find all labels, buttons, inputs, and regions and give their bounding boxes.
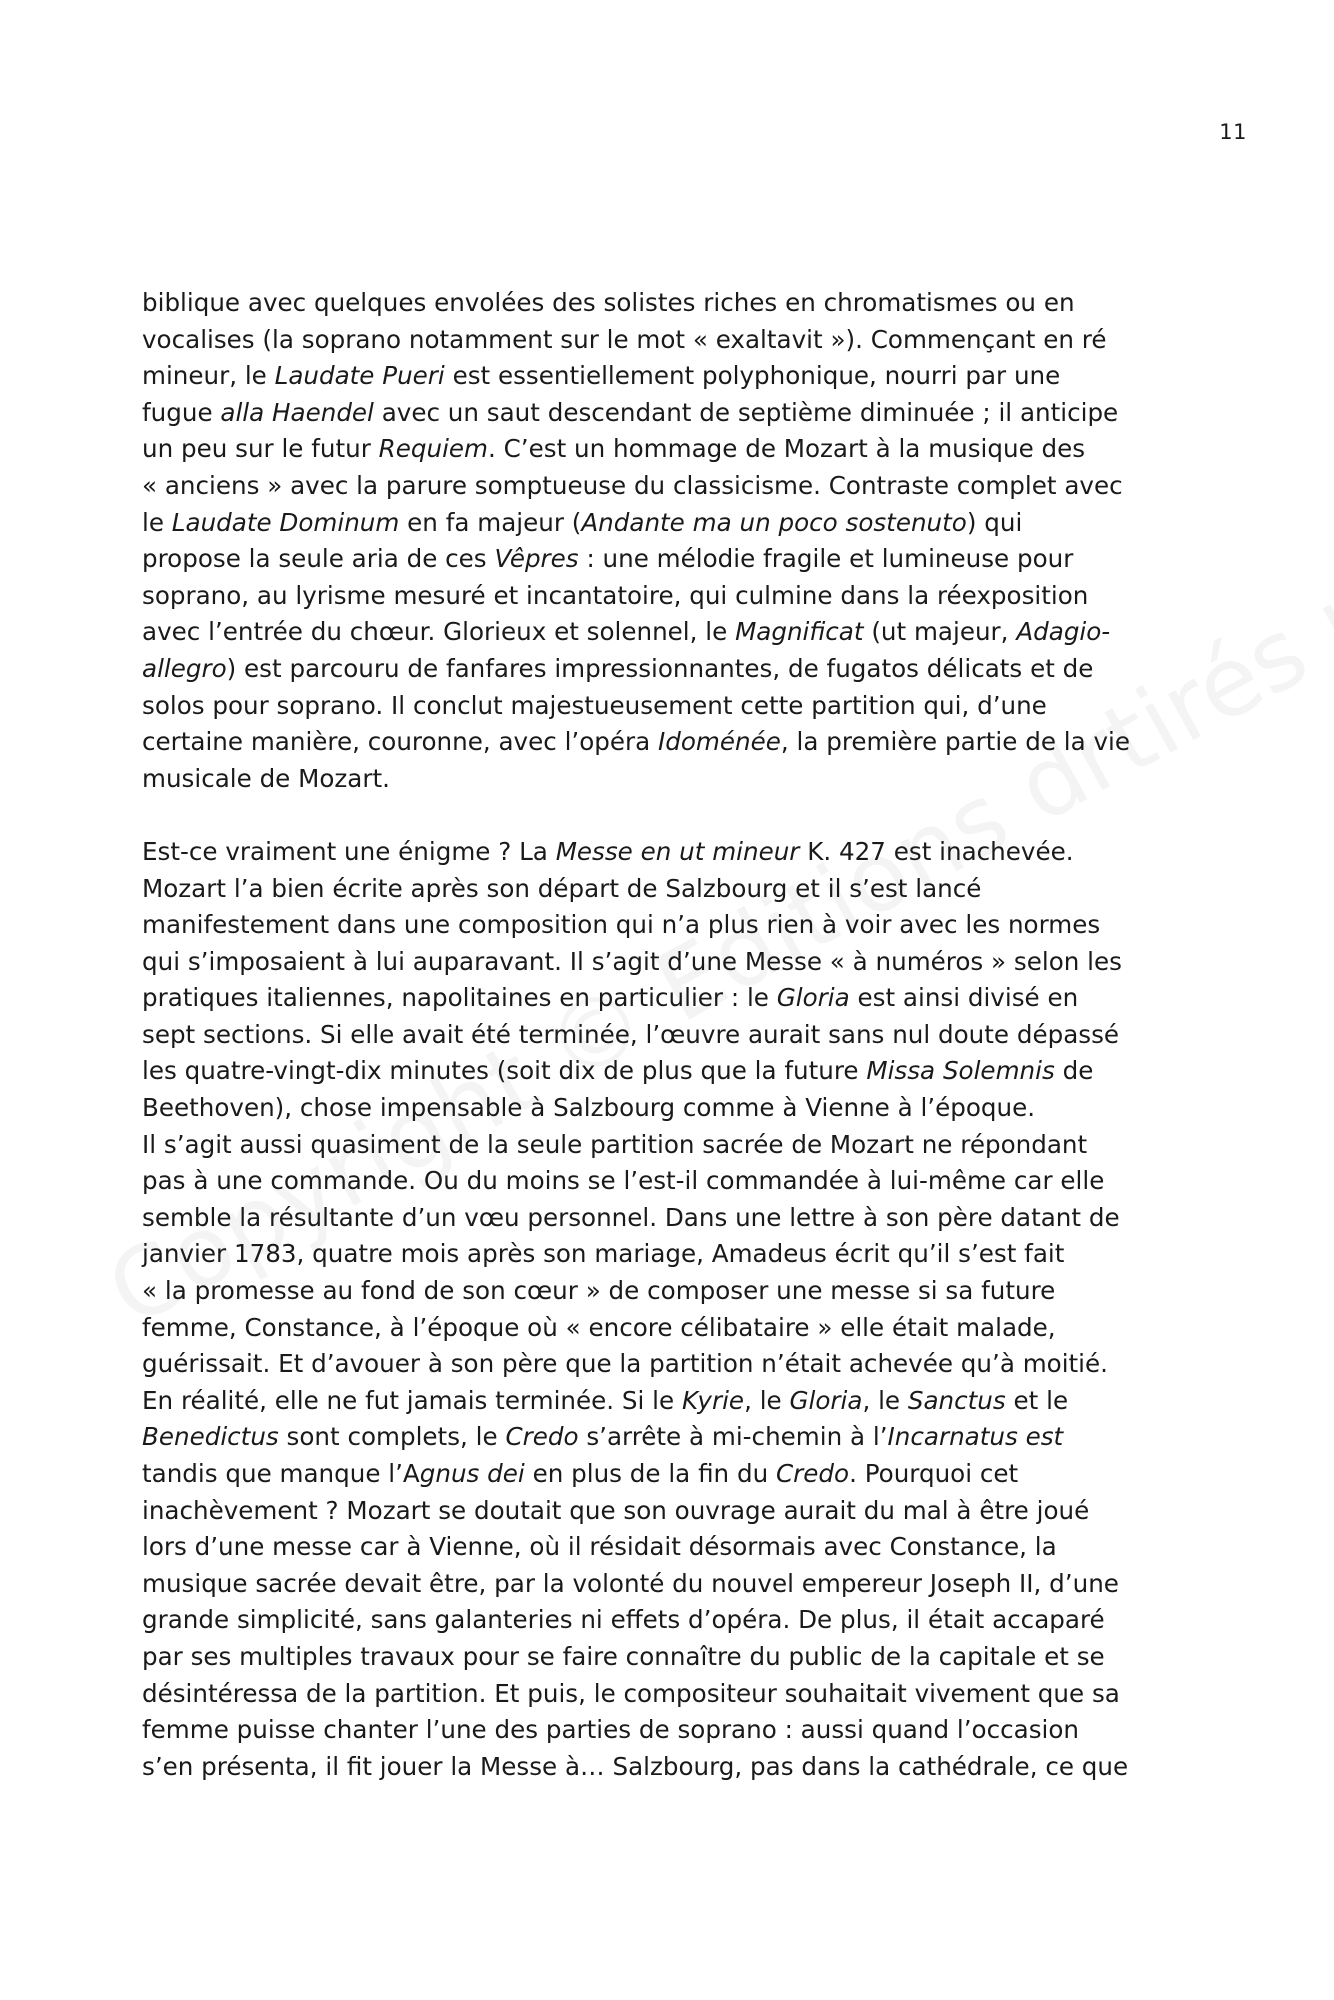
text-run: : une mélodie fragile et lumineuse pour	[578, 544, 1074, 574]
text-run: propose la seule aria de ces	[142, 544, 495, 574]
text-run: en plus de la fin du	[524, 1459, 776, 1488]
italic-text: Adagio-	[1016, 617, 1111, 647]
text-run: en fa majeur (	[399, 507, 582, 537]
text-line	[142, 1529, 1212, 1566]
text-run: mineur, le	[142, 361, 275, 391]
text-run: inachèvement ? Mozart se doutait que son ouvrage aurait du mal à être joué	[142, 1495, 1090, 1525]
italic-text: Laudate Pueri	[274, 361, 445, 391]
text-line	[142, 1346, 1212, 1383]
text-line	[142, 1456, 1212, 1493]
text-run: lors d’une messe car à Vienne, où il résidait désormais avec Constance, la	[142, 1532, 1057, 1562]
text-run: et le	[1005, 1385, 1069, 1415]
text-run: grande simplicité, sans galanteries ni effets d’opéra. De plus, il était accaparé	[142, 1605, 1105, 1635]
paragraph	[142, 285, 1212, 797]
text-run: « anciens » avec la parure somptueuse du classicisme. Contraste complet avec	[142, 470, 1123, 500]
paragraph	[142, 834, 1212, 1785]
italic-text: Idoménée	[658, 727, 781, 757]
text-line	[142, 395, 1212, 432]
text-run: qui s’imposaient à lui auparavant. Il s’agit d’une Messe « à numéros » selon les	[142, 946, 1122, 976]
text-line	[142, 1639, 1212, 1676]
text-run: solos pour soprano. Il conclut majestueusement cette partition qui, d’une	[142, 690, 1047, 720]
text-line	[142, 431, 1212, 468]
text-line	[142, 285, 1212, 322]
text-run: avec l’entrée du chœur. Glorieux et solennel, le	[142, 617, 736, 647]
text-line	[142, 761, 1212, 798]
text-run: guérissait. Et d’avouer à son père que la partition n’était achevée qu’à moitié.	[142, 1349, 1108, 1379]
italic-text: Sanctus	[907, 1385, 1006, 1415]
text-line	[142, 541, 1212, 578]
text-line	[142, 614, 1212, 651]
text-line	[142, 980, 1212, 1017]
text-line	[142, 1419, 1212, 1456]
italic-text: Requiem	[378, 434, 488, 464]
text-run: de	[1054, 1056, 1094, 1086]
text-line	[142, 688, 1212, 725]
text-line	[142, 468, 1212, 505]
text-run: avec un saut descendant de septième diminuée ; il anticipe	[373, 397, 1119, 427]
text-line	[142, 322, 1212, 359]
text-line	[142, 724, 1212, 761]
text-line	[142, 1676, 1212, 1713]
text-run: musicale de Mozart.	[142, 763, 390, 793]
text-run: Il s’agit aussi quasiment de la seule partition sacrée de Mozart ne répondant	[142, 1129, 1088, 1159]
text-run: un peu sur le futur	[142, 434, 379, 464]
text-line	[142, 1127, 1212, 1164]
text-line	[142, 907, 1212, 944]
text-line	[142, 1493, 1212, 1530]
text-run: le	[142, 507, 172, 537]
text-line	[142, 1053, 1212, 1090]
italic-text: Credo	[775, 1459, 850, 1488]
italic-text: Magnificat	[735, 617, 864, 647]
text-line	[142, 1602, 1212, 1639]
text-run: sont complets, le	[278, 1422, 506, 1452]
text-run: (ut majeur,	[863, 617, 1017, 647]
text-run: , le	[744, 1385, 790, 1415]
paragraph-gap	[142, 797, 1212, 834]
text-run: sept sections. Si elle avait été terminée, l’œuvre aurait sans nul doute dépassé	[142, 1019, 1120, 1049]
text-run: musique sacrée devait être, par la volonté du nouvel empereur Joseph II, d’une	[142, 1568, 1119, 1598]
text-run: « la promesse au fond de son cœur » de composer une messe si sa future	[142, 1276, 1056, 1306]
text-run: ) est parcouru de fanfares impressionnantes, de fugatos délicats et de	[226, 653, 1094, 683]
body-text	[142, 285, 1212, 1785]
text-run: femme, Constance, à l’époque où « encore célibataire » elle était malade,	[142, 1312, 1056, 1342]
text-run: s’arrête à mi-chemin à l’	[578, 1422, 888, 1452]
text-run: . Pourquoi cet	[849, 1459, 1019, 1488]
text-line	[142, 651, 1212, 688]
text-run: certaine manière, couronne, avec l’opéra	[142, 727, 659, 757]
italic-text: Messe en ut mineur	[555, 836, 800, 866]
italic-text: Laudate Dominum	[171, 507, 400, 537]
text-run: désintéressa de la partition. Et puis, le compositeur souhaitait vivement que sa	[142, 1678, 1120, 1708]
text-line	[142, 1017, 1212, 1054]
italic-text: Gloria	[776, 983, 850, 1013]
italic-text: gnus dei	[419, 1459, 525, 1488]
text-run: pratiques italiennes, napolitaines en particulier : le	[142, 983, 777, 1013]
italic-text: alla Haendel	[220, 397, 374, 427]
page-number: 11	[1219, 120, 1247, 144]
text-line	[142, 505, 1212, 542]
italic-text: Missa Solemnis	[866, 1056, 1055, 1086]
italic-text: Credo	[505, 1422, 579, 1452]
text-line	[142, 1749, 1212, 1786]
text-line	[142, 1273, 1212, 1310]
text-run: Est-ce vraiment une énigme ? La	[142, 836, 556, 866]
text-run: les quatre-vingt-dix minutes (soit dix de plus que la future	[142, 1056, 867, 1086]
text-line	[142, 358, 1212, 395]
italic-text: Andante ma un poco sostenuto	[581, 507, 967, 537]
text-run: est ainsi divisé en	[849, 983, 1079, 1013]
italic-text: Benedictus	[142, 1422, 279, 1452]
text-run: par ses multiples travaux pour se faire connaître du public de la capitale et se	[142, 1641, 1105, 1671]
italic-text: allegro	[142, 653, 227, 683]
text-run: K. 427 est inachevée.	[799, 836, 1074, 866]
text-run: vocalises (la soprano notamment sur le mot « exaltavit »). Commençant en ré	[142, 324, 1107, 354]
text-run: soprano, au lyrisme mesuré et incantatoire, qui culmine dans la réexposition	[142, 580, 1089, 610]
text-run: , le	[862, 1385, 908, 1415]
text-line	[142, 944, 1212, 981]
italic-text: Kyrie	[681, 1385, 745, 1415]
text-line	[142, 1163, 1212, 1200]
text-line	[142, 578, 1212, 615]
text-run: est essentiellement polyphonique, nourri par une	[444, 361, 1061, 391]
italic-text: Incarnatus est	[887, 1422, 1064, 1452]
text-run: manifestement dans une composition qui n’a plus rien à voir avec les normes	[142, 910, 1101, 940]
text-run: semble la résultante d’un vœu personnel. Dans une lettre à son père datant de	[142, 1202, 1120, 1232]
italic-text: Vêpres	[494, 544, 579, 574]
italic-text: Gloria	[789, 1385, 863, 1415]
text-run: tandis que manque l’A	[142, 1459, 420, 1488]
text-run: janvier 1783, quatre mois après son mariage, Amadeus écrit qu’il s’est fait	[142, 1239, 1065, 1269]
text-run: s’en présenta, il fit jouer la Messe à… Salzbourg, pas dans la cathédrale, ce que	[142, 1751, 1129, 1781]
text-run: ) qui	[966, 507, 1023, 537]
text-line	[142, 871, 1212, 908]
text-run: . C’est un hommage de Mozart à la musique des	[488, 434, 1086, 464]
text-run: , la première partie de la vie	[780, 727, 1131, 757]
text-run: pas à une commande. Ou du moins se l’est-il commandée à lui-même car elle	[142, 1166, 1105, 1196]
text-run: Mozart l’a bien écrite après son départ de Salzbourg et il s’est lancé	[142, 873, 982, 903]
text-line	[142, 1566, 1212, 1603]
text-line	[142, 834, 1212, 871]
text-line	[142, 1200, 1212, 1237]
text-line	[142, 1712, 1212, 1749]
text-line	[142, 1310, 1212, 1347]
text-run: biblique avec quelques envolées des solistes riches en chromatismes ou en	[142, 288, 1075, 317]
text-line	[142, 1383, 1212, 1420]
text-run: Beethoven), chose impensable à Salzbourg comme à Vienne à l’époque.	[142, 1093, 1036, 1123]
text-run: fugue	[142, 397, 221, 427]
text-line	[142, 1236, 1212, 1273]
text-run: femme puisse chanter l’une des parties de soprano : aussi quand l’occasion	[142, 1715, 1079, 1745]
text-run: En réalité, elle ne fut jamais terminée. Si le	[142, 1385, 682, 1415]
text-line	[142, 1090, 1212, 1127]
